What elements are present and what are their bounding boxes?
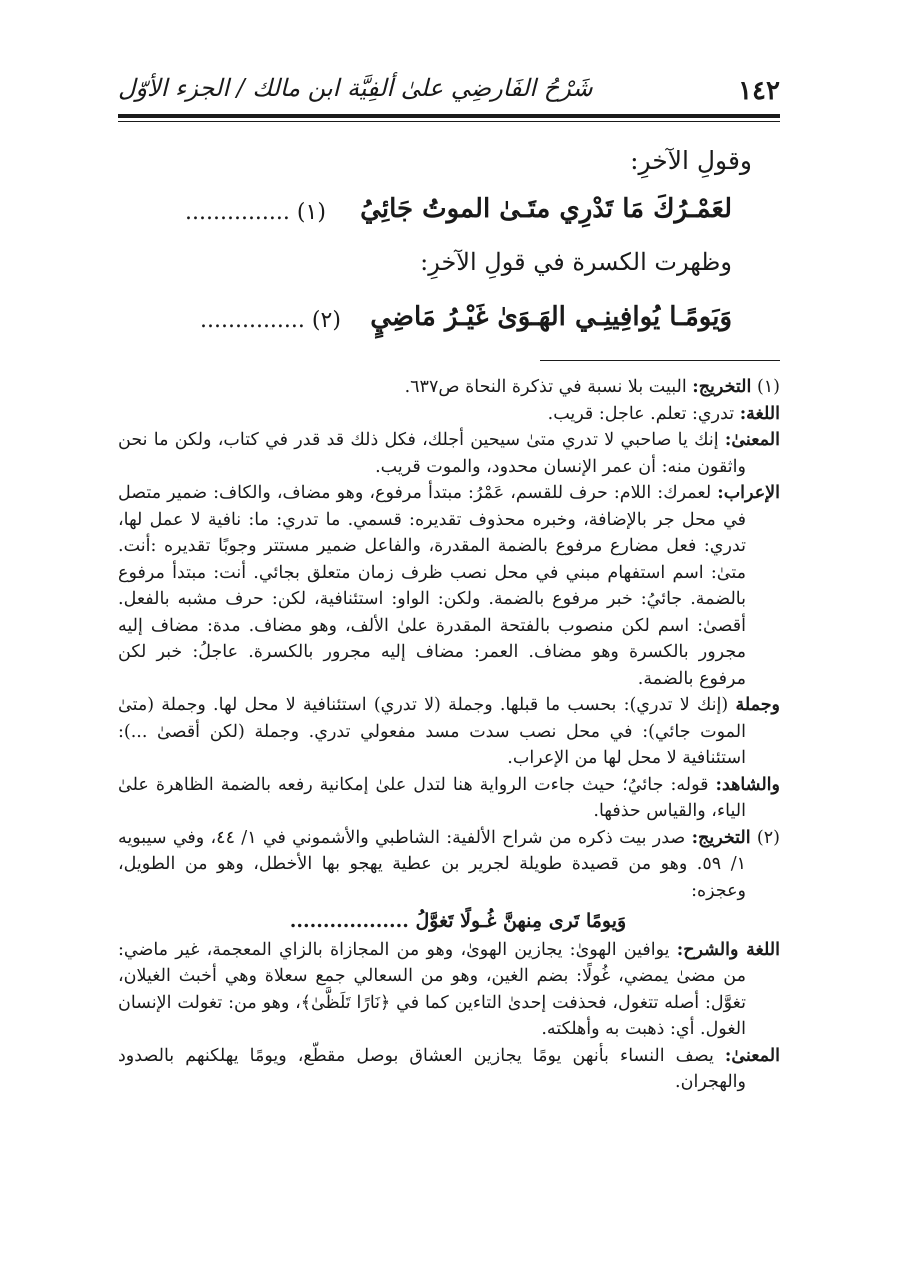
- verse-text: وَيومًا تَرى مِنهنَّ غُـولًا تَغوَّلُ: [415, 910, 627, 932]
- label: المعنىٰ:: [724, 1045, 780, 1066]
- page-number: ١٤٢: [738, 76, 780, 106]
- text: قوله: جائيُ؛ حيث جاءت الرواية هنا لتدل علىٰ إمكانية رفعه بالضمة الظاهرة علىٰ الياء، والقياس حذفها.: [118, 774, 746, 821]
- text: يصف النساء بأنهن يومًا يجازين العشاق بوصل مقطّع، ويومًا يهلكنهم بالصدود والهجران.: [118, 1045, 746, 1092]
- verse-2: وَيَومًـا يُوافِينِـي الهَـوَىٰ غَيْـرُ مَاضِيٍ: [370, 302, 732, 332]
- text: إنك يا صاحبي لا تدري متىٰ سيحين أجلك، فكل ذلك قد قدر في كتاب، ولكن ما نحن واثقون منه: أن عمر الإنسان محدود، والموت قريب.: [118, 430, 746, 477]
- label: اللغة:: [739, 403, 780, 424]
- footnote-separator: [540, 360, 780, 361]
- footnote-1-lugha: [118, 401, 780, 428]
- label: التخريج:: [692, 377, 752, 397]
- footnote-2-takhrij: [118, 825, 780, 905]
- footnote-1-shahid: [118, 772, 780, 825]
- footnote-1-number: (١): [756, 377, 780, 397]
- footnote-2-number: (٢): [756, 827, 780, 848]
- footnote-1-mana: [118, 427, 780, 480]
- text: تدري: تعلم. عاجل: قريب.: [547, 403, 735, 424]
- verse-2-dots: ............... (٢): [200, 308, 341, 333]
- footnote-1-takhrij: [118, 374, 780, 401]
- header-rule-thick: [118, 114, 780, 118]
- label: المعنىٰ:: [724, 430, 780, 450]
- running-title: شَرْحُ الفَارضِي علىٰ ألفِيَّة ابن مالك / الجزء الأوّل: [118, 74, 593, 102]
- text: (إنك لا تدري): بحسب ما قبلها. وجملة (لا تدري) استئنافية لا محل لها. وجملة (متىٰ الموت جائي): في محل نصب سدت مسد مفعولي تدري. وجملة (لكن أقصىٰ ...): استئنافية لا محل لها من الإعراب.: [118, 695, 746, 768]
- label: وجملة: [735, 695, 780, 715]
- label: اللغة والشرح:: [676, 939, 780, 960]
- label: التخريج:: [691, 827, 751, 848]
- label: والشاهد:: [715, 774, 780, 795]
- label: الإعراب:: [717, 483, 780, 503]
- footnote-2-mana: [118, 1043, 780, 1096]
- text: يوافين الهوىٰ: يجازين الهوىٰ، وهو من المجازاة بالزاي المعجمة، غير ماضي: من مضىٰ يمضي، غُولًا: بضم الغين، وهو من السعالي جمع سعلاة وهي أخبث الغيلان، تغوَّل: أصله تتغول، فحذفت إحدىٰ التاءين كما في ﴿نَارًا تَلَظَّىٰ﴾، وهو من: تغولت الإنسان الغول. أي: ذهبت به وأهلكته.: [118, 939, 746, 1039]
- header-rule-thin: [118, 121, 780, 122]
- text: لعمرك: اللام: حرف للقسم، عَمْرُ: مبتدأ مرفوع، وهو مضاف، والكاف: ضمير متصل في محل جر بالإضافة، وخبره محذوف تقديره: قسمي. ما تدري: ما: نافية لا عمل لها، تدري: فعل مضارع مرفوع بالضمة المقدرة، والفاعل ضمير مستتر وجوبًا تقديره :أنت. متىٰ: اسم استفهام مبني في محل نصب ظرف زمان متعلق بجائي. أنت: مبتدأ مرفوع بالضمة. جائيُ: خبر مرفوع بالضمة. ولكن: الواو: استئنافية، لكن: حرف مشبه بالفعل. أقصىٰ: اسم لكن منصوب بالفتحة المقدرة علىٰ الألف، وهو مضاف. مدة: مضاف إليه مجرور بالكسرة وهو مضاف. العمر: مضاف إليه مجرور بالكسرة. عاجلُ: خبر لكن مرفوع بالضمة.: [118, 483, 746, 689]
- verse-1: لعَمْـرُكَ مَا تَدْرِي متَـىٰ الموتُ جَائِيُ: [360, 194, 732, 224]
- footnote-2-verse: [118, 908, 780, 935]
- footnote-1-irab: [118, 480, 780, 692]
- intro-text-2: وظهرت الكسرة في قولِ الآخرِ:: [420, 248, 732, 276]
- verse-1-dots: ............... (١): [185, 200, 326, 225]
- page-header: [118, 70, 780, 110]
- text: صدر بيت ذكره من شراح الألفية: الشاطبي والأشموني في ١/ ٤٤، وفي سيبويه ١/ ٥٩. وهو من قصيدة طويلة لجرير بن عطية يهجو بها الأخطل، وهو من الطويل، وعجزه:: [118, 827, 746, 901]
- verse-dots: ..................: [289, 910, 409, 932]
- footnotes: [118, 374, 780, 1096]
- footnote-2-lugha: [118, 937, 780, 1043]
- intro-text-1: وقولِ الآخرِ:: [630, 146, 752, 175]
- text: البيت بلا نسبة في تذكرة النحاة ص٦٣٧.: [404, 377, 687, 397]
- footnote-1-jumla: [118, 692, 780, 772]
